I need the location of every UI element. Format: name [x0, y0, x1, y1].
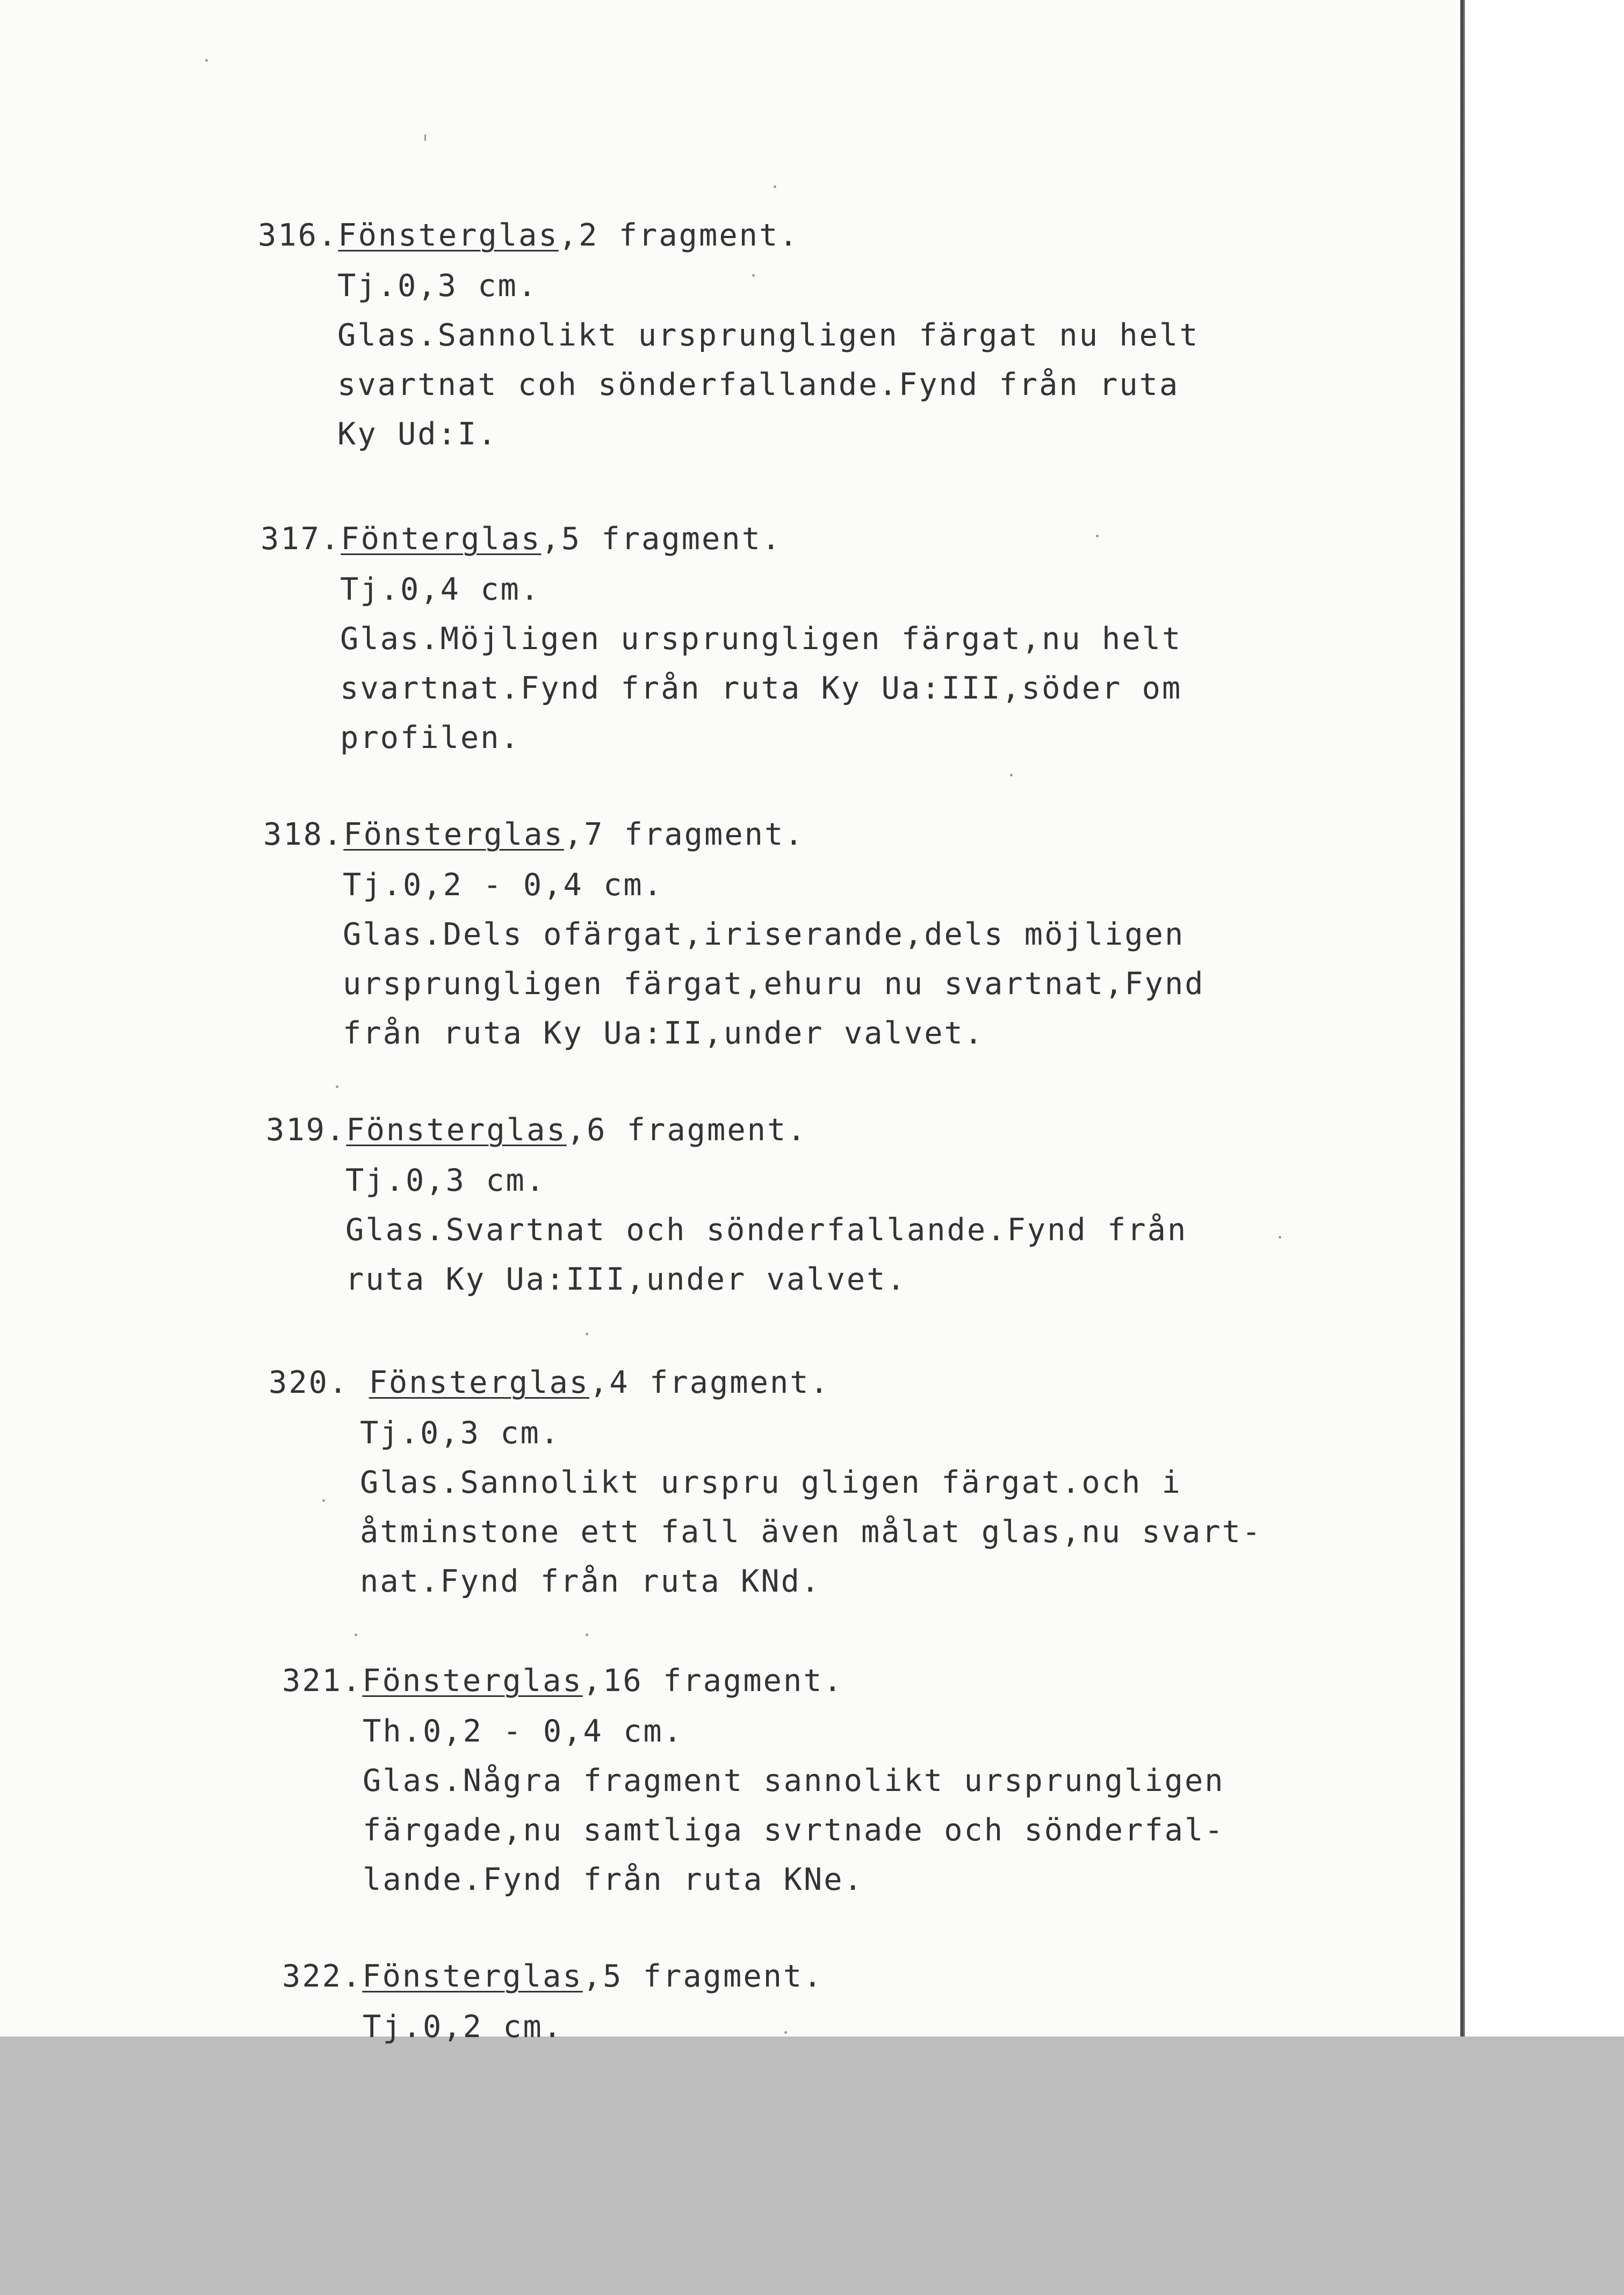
catalog-entry-321	[282, 1655, 1225, 1904]
entry-count: ,7 fragment.	[564, 817, 805, 852]
entry-number: 318.	[263, 817, 344, 852]
entry-line: lande.Fynd från ruta KNe.	[363, 1862, 864, 1897]
scan-speck	[586, 1333, 588, 1335]
entry-count: ,2 fragment.	[558, 218, 799, 253]
entry-line: färgade,nu samtliga svrtnade och sönderfal-	[363, 1812, 1225, 1848]
scan-speck	[586, 1634, 588, 1636]
entry-number: 316.	[258, 218, 338, 253]
entry-heading	[282, 1655, 1225, 1707]
catalog-entry-322	[282, 1951, 824, 2052]
entry-number: 320.	[269, 1365, 369, 1400]
entry-number: 321.	[282, 1663, 363, 1699]
catalog-entry-318	[263, 809, 1205, 1058]
entry-description	[343, 860, 1205, 1058]
entry-line: profilen.	[340, 720, 521, 756]
entry-line: Tj.0,2 - 0,4 cm.	[343, 867, 664, 903]
entry-description	[363, 1707, 1225, 1904]
entry-title: Fönsterglas	[369, 1365, 590, 1400]
entry-heading	[261, 513, 1182, 565]
entry-heading	[282, 1951, 824, 2002]
entry-line: Glas.Svartnat och sönderfallande.Fynd från	[345, 1212, 1188, 1248]
entry-count: ,4 fragment.	[589, 1365, 830, 1400]
entry-line: Glas.Sannolikt urspru gligen färgat.och i	[360, 1465, 1182, 1500]
entry-line: Glas.Sannolikt ursprungligen färgat nu helt	[337, 318, 1200, 353]
scanner-background	[1465, 0, 1624, 2037]
entry-description	[345, 1156, 1187, 1304]
entry-description	[363, 2002, 824, 2052]
entry-line: svartnat coh sönderfallande.Fynd från ruta	[337, 367, 1180, 402]
scan-speck	[205, 59, 208, 62]
entry-line: svartnat.Fynd från ruta Ky Ua:III,söder om	[340, 671, 1182, 706]
catalog-entry-320	[269, 1357, 1262, 1606]
entry-line: nat.Fynd från ruta KNd.	[360, 1564, 821, 1599]
scan-speck	[424, 134, 426, 141]
catalog-entry-319	[266, 1104, 1187, 1304]
entry-title: Fönsterglas	[338, 218, 559, 253]
page-edge	[1460, 0, 1465, 2037]
entry-heading	[269, 1357, 1262, 1408]
catalog-entry-316	[258, 210, 1200, 459]
entry-title: Fönsterglas	[343, 817, 564, 852]
entry-line: ursprungligen färgat,ehuru nu svartnat,Fynd	[343, 966, 1205, 1002]
scan-speck	[774, 185, 776, 188]
entry-count: ,6 fragment.	[566, 1112, 807, 1148]
entry-line: från ruta Ky Ua:II,under valvet.	[343, 1016, 985, 1051]
entry-title: Fönterglas	[341, 521, 542, 557]
entry-line: Tj.0,4 cm.	[340, 572, 541, 607]
entry-line: Tj.0,3 cm.	[360, 1415, 561, 1451]
entry-heading	[266, 1104, 1187, 1156]
entry-heading	[263, 809, 1205, 860]
entry-title: Fönsterglas	[346, 1112, 567, 1148]
entry-line: Glas.Några fragment sannolikt ursprungligen	[363, 1763, 1225, 1798]
entry-line: Glas.Dels ofärgat,iriserande,dels möjligen	[343, 917, 1185, 952]
entry-number: 317.	[261, 521, 341, 557]
entry-number: 322.	[282, 1959, 363, 1994]
scan-speck	[355, 1634, 357, 1636]
entry-line: åtminstone ett fall även målat glas,nu svart-	[360, 1514, 1262, 1550]
entry-count: ,5 fragment.	[582, 1959, 824, 1994]
entry-description	[360, 1408, 1262, 1606]
entry-line: Tj.0,3 cm.	[337, 268, 538, 304]
entry-title: Fönsterglas	[362, 1959, 583, 1994]
entry-line: ruta Ky Ua:III,under valvet.	[345, 1262, 907, 1297]
entry-number: 319.	[266, 1112, 347, 1148]
entry-heading	[258, 210, 1200, 261]
entry-count: ,16 fragment.	[582, 1663, 843, 1699]
entry-line: Tj.0,3 cm.	[345, 1163, 546, 1198]
scan-speck	[1010, 774, 1013, 776]
entry-line: Tj.0,2 cm.	[363, 2009, 564, 2045]
entry-description	[337, 261, 1200, 459]
entry-title: Fönsterglas	[362, 1663, 583, 1699]
entry-line: Glas.Möjligen ursprungligen färgat,nu helt	[340, 621, 1182, 657]
entry-line: Ky Ud:I.	[337, 416, 498, 452]
scan-speck	[1279, 1236, 1281, 1239]
scan-speck	[336, 1085, 338, 1088]
entry-line: Th.0,2 - 0,4 cm.	[363, 1714, 684, 1749]
entry-count: ,5 fragment.	[541, 521, 782, 557]
catalog-entry-317	[261, 513, 1182, 762]
entry-description	[340, 565, 1182, 762]
